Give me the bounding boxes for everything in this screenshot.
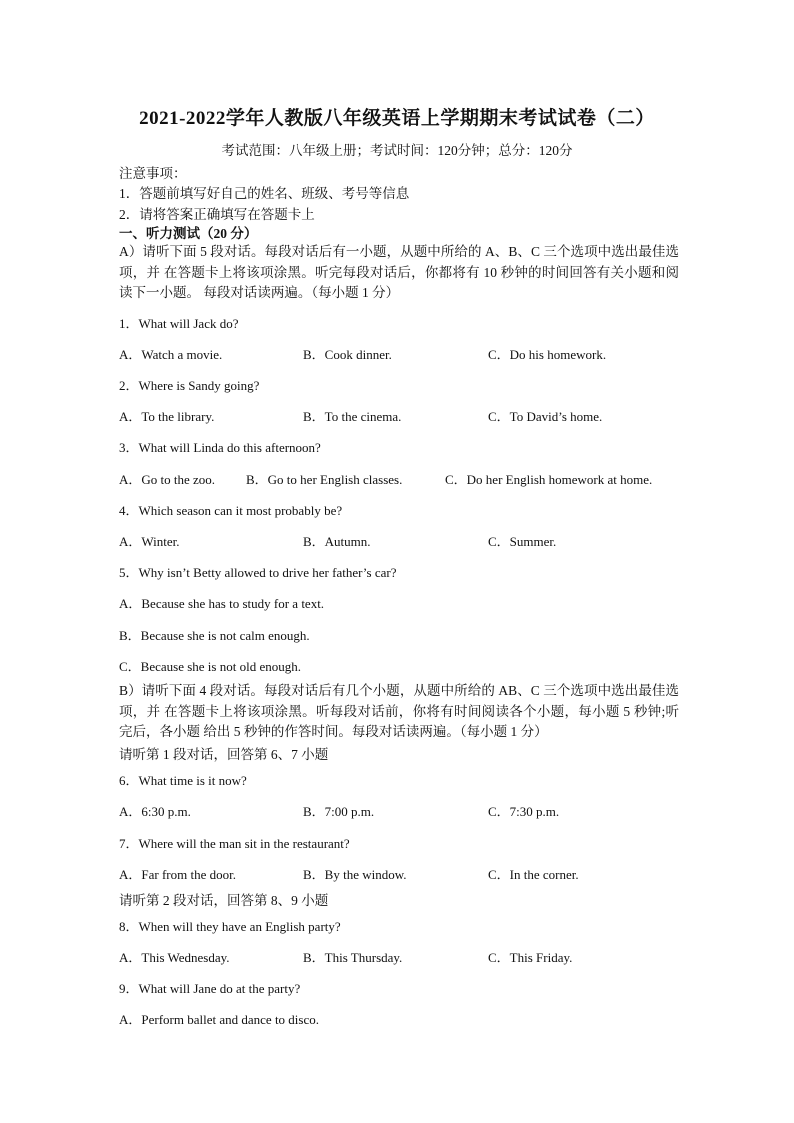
part-b-instructions: B）请听下面 4 段对话。每段对话后有几个小题，从题中所给的 AB、C 三个选项中选出最佳选项，并 在答题卡上将该项涂黑。听每段对话前，你将有时间阅读各个小题，每小题 5 秒钟;听完后，各小题 给出 5 秒钟的作答时间。每段对话读两遍。（每小题 1 分） — [119, 683, 679, 739]
notice-item-1: 1．答题前填写好自己的姓名、班级、考号等信息 — [119, 186, 410, 201]
dialogue-2-instruction: 请听第 2 段对话，回答第 8、9 小题 — [119, 893, 329, 908]
dialogue-1-instruction: 请听第 1 段对话，回答第 6、7 小题 — [119, 747, 329, 762]
part-a-instructions: A）请听下面 5 段对话。每段对话后有一小题，从题中所给的 A、B、C 三个选项中选出最佳选项，并 在答题卡上将该项涂黑。听完每段对话后，你都将有 10 秒钟的时间回答有关小题和阅读下一小题。 每段对话读两遍。（每小题 1 分） — [119, 244, 679, 300]
exam-info: 考试范围：八年级上册；考试时间：120分钟；总分：120分 — [221, 143, 573, 158]
option-c: C．Summer. — [488, 534, 557, 549]
question-2: 2．Where is Sandy going? — [119, 378, 260, 393]
notice-item-2: 2．请将答案正确填写在答题卡上 — [119, 207, 315, 222]
question-3: 3．What will Linda do this afternoon? — [119, 440, 321, 455]
option-b: B．7:00 p.m. — [303, 804, 375, 819]
option-a: A．Go to the zoo. — [119, 472, 216, 487]
option-a: A．6:30 p.m. — [119, 804, 191, 819]
question-8: 8．When will they have an English party? — [119, 919, 341, 934]
question-5-option-b: B．Because she is not calm enough. — [119, 628, 310, 643]
question-4: 4．Which season can it most probably be? — [119, 503, 343, 518]
option-a: A．Far from the door. — [119, 867, 236, 882]
option-b: B．To the cinema. — [303, 409, 402, 424]
option-c: C．Do her English homework at home. — [445, 472, 653, 487]
section-heading-listening: 一、听力测试（20 分） — [119, 226, 258, 241]
question-6: 6．What time is it now? — [119, 773, 247, 788]
option-b: B．By the window. — [303, 867, 407, 882]
option-a: A．To the library. — [119, 409, 215, 424]
option-a: A．Winter. — [119, 534, 180, 549]
question-9-option-a: A．Perform ballet and dance to disco. — [119, 1012, 319, 1027]
question-5-option-a: A．Because she has to study for a text. — [119, 596, 325, 611]
option-a: A．Watch a movie. — [119, 347, 223, 362]
question-1: 1．What will Jack do? — [119, 316, 239, 331]
option-c: C．Do his homework. — [488, 347, 607, 362]
option-c: C．7:30 p.m. — [488, 804, 560, 819]
question-5-option-c: C．Because she is not old enough. — [119, 659, 301, 674]
option-b: B．Cook dinner. — [303, 347, 392, 362]
option-c: C．In the corner. — [488, 867, 579, 882]
option-a: A．This Wednesday. — [119, 950, 230, 965]
option-c: C．This Friday. — [488, 950, 573, 965]
option-c: C．To David’s home. — [488, 409, 603, 424]
option-b: B．This Thursday. — [303, 950, 403, 965]
option-b: B．Autumn. — [303, 534, 371, 549]
question-9: 9．What will Jane do at the party? — [119, 981, 301, 996]
question-7: 7．Where will the man sit in the restaurant? — [119, 836, 350, 851]
page-title: 2021-2022学年人教版八年级英语上学期期末考试试卷（二） — [139, 108, 655, 129]
question-5: 5．Why isn’t Betty allowed to drive her father’s car? — [119, 565, 397, 580]
notice-heading: 注意事项： — [119, 166, 187, 181]
option-b: B．Go to her English classes. — [246, 472, 403, 487]
